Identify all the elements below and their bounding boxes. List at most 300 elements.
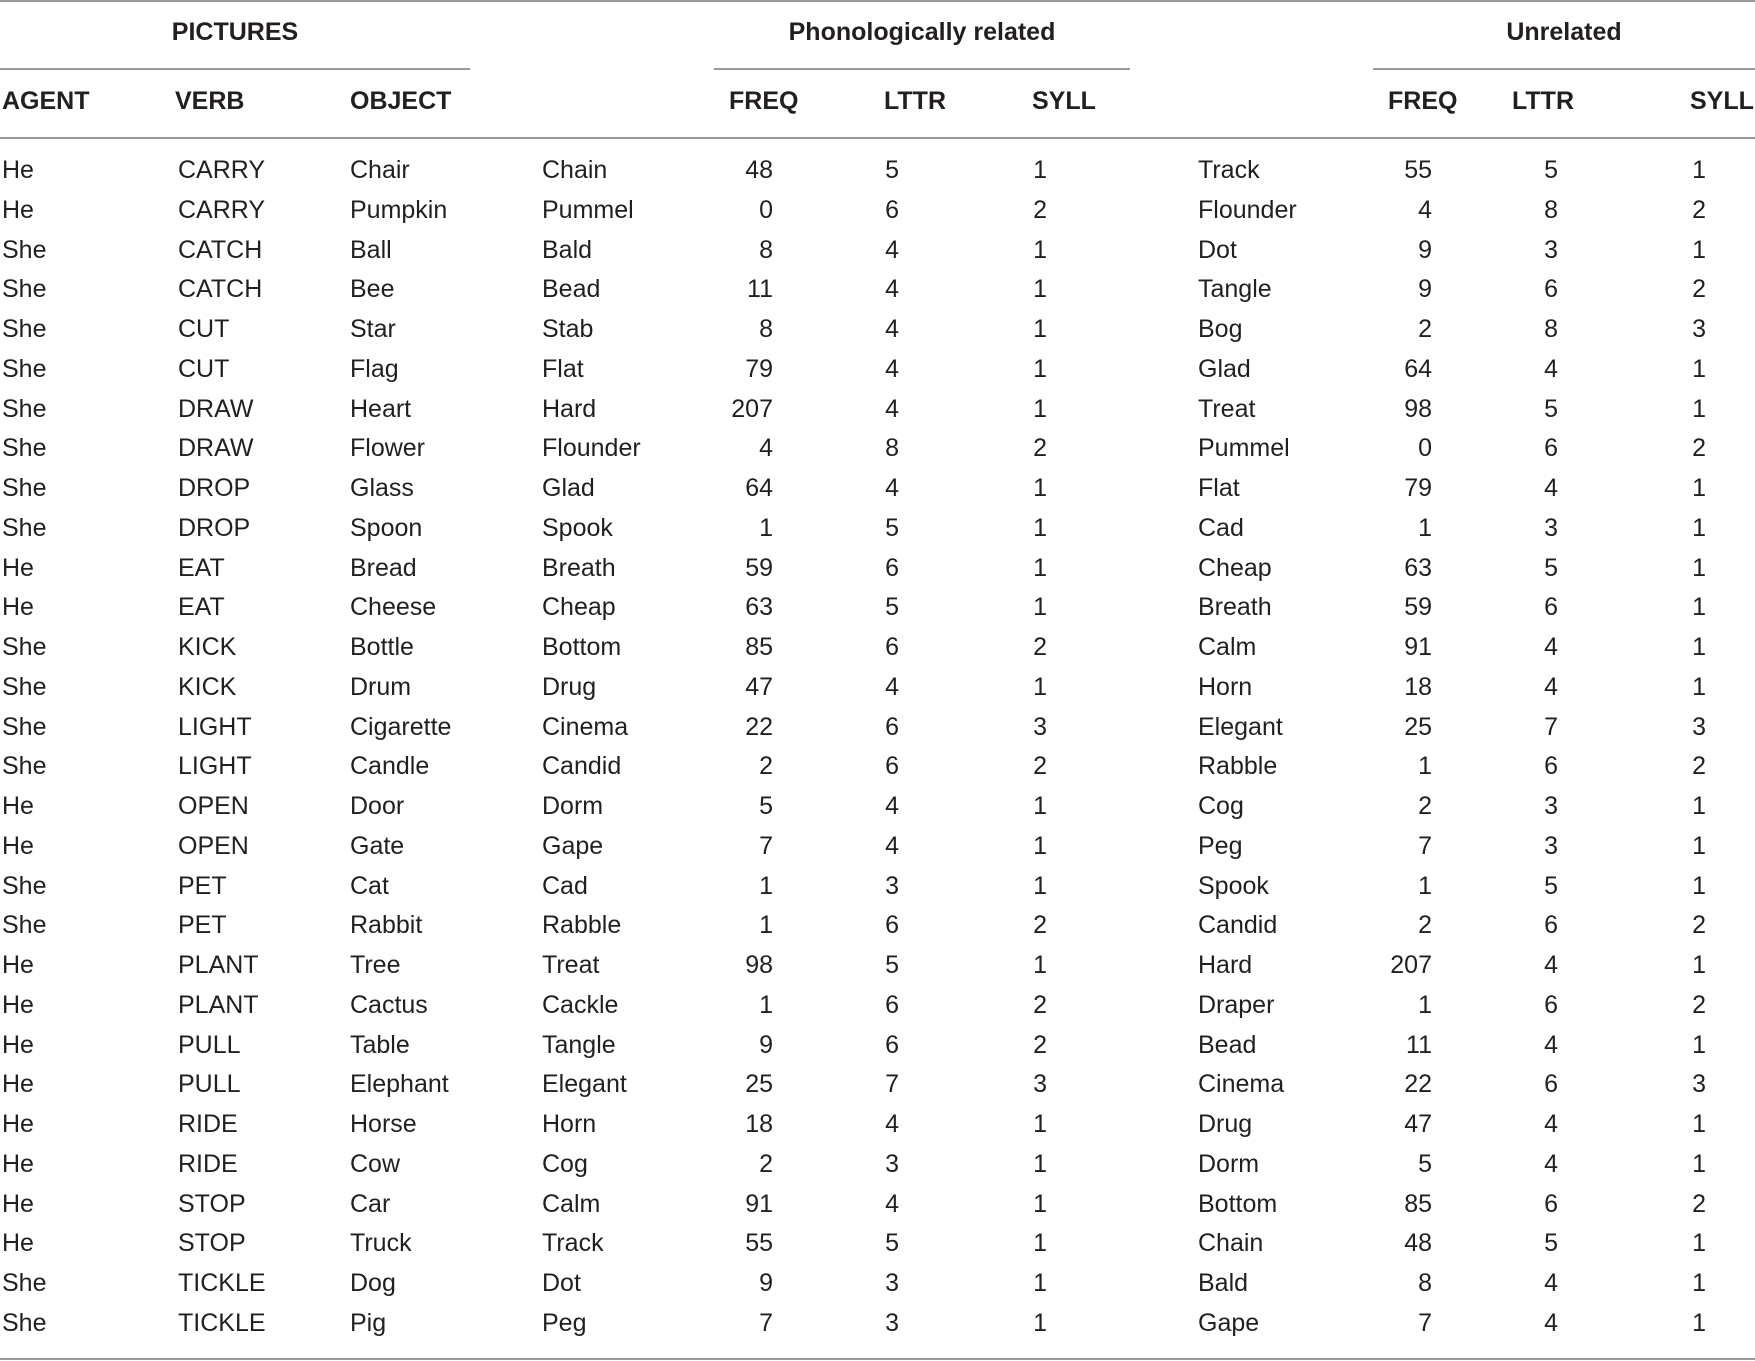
cell-related-freq: 1 [759, 872, 773, 900]
cell-unrelated-syll: 1 [1692, 1110, 1706, 1138]
cell-object: Dog [350, 1269, 396, 1297]
cell-related-syll: 1 [1033, 1269, 1047, 1297]
col-header-syll-unrelated: SYLL [1690, 87, 1754, 115]
cell-unrelated-freq: 2 [1418, 911, 1432, 939]
cell-object: Tree [350, 951, 401, 979]
cell-unrelated-freq: 1 [1418, 752, 1432, 780]
cell-related-syll: 2 [1033, 434, 1047, 462]
cell-unrelated-lttr: 5 [1544, 872, 1558, 900]
cell-unrelated-word: Flounder [1198, 196, 1297, 224]
cell-related-freq: 2 [759, 752, 773, 780]
cell-unrelated-word: Candid [1198, 911, 1278, 939]
cell-related-freq: 1 [759, 911, 773, 939]
cell-agent: He [2, 951, 34, 979]
cell-related-freq: 5 [759, 792, 773, 820]
cell-related-syll: 1 [1033, 1190, 1047, 1218]
cell-related-freq: 85 [745, 633, 773, 661]
cell-unrelated-lttr: 4 [1544, 1309, 1558, 1337]
cell-object: Pumpkin [350, 196, 448, 224]
cell-unrelated-word: Bottom [1198, 1190, 1278, 1218]
cell-unrelated-syll: 1 [1692, 593, 1706, 621]
cell-agent: She [2, 673, 47, 701]
cell-object: Glass [350, 474, 414, 502]
cell-related-freq: 2 [759, 1150, 773, 1178]
cell-related-word: Candid [542, 752, 622, 780]
cell-unrelated-syll: 1 [1692, 951, 1706, 979]
cell-unrelated-word: Gape [1198, 1309, 1260, 1337]
cell-unrelated-freq: 8 [1418, 1269, 1432, 1297]
cell-unrelated-word: Drug [1198, 1110, 1253, 1138]
cell-unrelated-syll: 1 [1692, 792, 1706, 820]
col-header-freq-related: FREQ [729, 87, 799, 115]
cell-agent: He [2, 1190, 34, 1218]
cell-related-lttr: 4 [885, 792, 899, 820]
related-group-rule [714, 68, 1130, 70]
cell-related-lttr: 6 [885, 633, 899, 661]
cell-verb: CUT [178, 355, 230, 383]
cell-object: Star [350, 315, 396, 343]
cell-related-freq: 9 [759, 1269, 773, 1297]
cell-related-freq: 55 [745, 1229, 773, 1257]
cell-agent: She [2, 355, 47, 383]
cell-related-freq: 1 [759, 991, 773, 1019]
cell-related-word: Calm [542, 1190, 601, 1218]
cell-related-word: Bald [542, 236, 593, 264]
cell-unrelated-freq: 1 [1418, 872, 1432, 900]
cell-related-word: Drug [542, 673, 597, 701]
cell-related-word: Flat [542, 355, 584, 383]
cell-related-freq: 59 [745, 554, 773, 582]
cell-unrelated-freq: 0 [1418, 434, 1432, 462]
cell-unrelated-word: Bead [1198, 1031, 1257, 1059]
cell-related-lttr: 4 [885, 1190, 899, 1218]
cell-agent: She [2, 1269, 47, 1297]
cell-unrelated-word: Spook [1198, 872, 1269, 900]
cell-unrelated-lttr: 4 [1544, 673, 1558, 701]
cell-verb: KICK [178, 673, 237, 701]
cell-object: Bread [350, 554, 417, 582]
cell-unrelated-freq: 4 [1418, 196, 1432, 224]
cell-related-syll: 1 [1033, 792, 1047, 820]
cell-unrelated-syll: 1 [1692, 514, 1706, 542]
cell-unrelated-freq: 18 [1404, 673, 1432, 701]
cell-related-word: Horn [542, 1110, 597, 1138]
cell-unrelated-syll: 1 [1692, 1309, 1706, 1337]
cell-verb: PLANT [178, 951, 259, 979]
cell-related-freq: 7 [759, 832, 773, 860]
cell-unrelated-lttr: 4 [1544, 1031, 1558, 1059]
cell-verb: LIGHT [178, 713, 252, 741]
cell-related-syll: 1 [1033, 156, 1047, 184]
cell-agent: She [2, 911, 47, 939]
cell-object: Heart [350, 395, 412, 423]
cell-related-word: Hard [542, 395, 597, 423]
cell-related-lttr: 4 [885, 236, 899, 264]
cell-unrelated-syll: 1 [1692, 673, 1706, 701]
cell-related-freq: 7 [759, 1309, 773, 1337]
cell-unrelated-lttr: 7 [1544, 713, 1558, 741]
cell-related-lttr: 6 [885, 1031, 899, 1059]
cell-related-lttr: 5 [885, 593, 899, 621]
cell-object: Table [350, 1031, 410, 1059]
cell-related-lttr: 3 [885, 1269, 899, 1297]
cell-unrelated-syll: 1 [1692, 1269, 1706, 1297]
cell-unrelated-lttr: 6 [1544, 911, 1558, 939]
cell-object: Chair [350, 156, 410, 184]
cell-unrelated-freq: 7 [1418, 1309, 1432, 1337]
cell-unrelated-freq: 2 [1418, 792, 1432, 820]
cell-related-syll: 1 [1033, 514, 1047, 542]
cell-related-freq: 64 [745, 474, 773, 502]
bottom-rule [0, 1358, 1755, 1360]
cell-agent: She [2, 434, 47, 462]
cell-unrelated-lttr: 8 [1544, 196, 1558, 224]
cell-related-word: Treat [542, 951, 600, 979]
cell-unrelated-lttr: 6 [1544, 1070, 1558, 1098]
cell-unrelated-freq: 85 [1404, 1190, 1432, 1218]
cell-unrelated-syll: 1 [1692, 1229, 1706, 1257]
cell-unrelated-syll: 2 [1692, 1190, 1706, 1218]
cell-related-word: Breath [542, 554, 616, 582]
cell-unrelated-word: Bog [1198, 315, 1243, 343]
cell-unrelated-lttr: 4 [1544, 633, 1558, 661]
cell-unrelated-freq: 98 [1404, 395, 1432, 423]
cell-verb: KICK [178, 633, 237, 661]
cell-unrelated-word: Bald [1198, 1269, 1249, 1297]
cell-unrelated-word: Cheap [1198, 554, 1272, 582]
cell-object: Bottle [350, 633, 414, 661]
cell-related-freq: 47 [745, 673, 773, 701]
cell-verb: DROP [178, 514, 251, 542]
cell-object: Flower [350, 434, 426, 462]
cell-unrelated-freq: 1 [1418, 991, 1432, 1019]
cell-related-syll: 1 [1033, 1309, 1047, 1337]
cell-unrelated-lttr: 6 [1544, 991, 1558, 1019]
cell-unrelated-freq: 63 [1404, 554, 1432, 582]
cell-related-syll: 2 [1033, 752, 1047, 780]
cell-agent: He [2, 196, 34, 224]
cell-unrelated-freq: 207 [1390, 951, 1432, 979]
cell-related-syll: 1 [1033, 951, 1047, 979]
cell-unrelated-syll: 2 [1692, 991, 1706, 1019]
cell-object: Bee [350, 275, 395, 303]
cell-object: Truck [350, 1229, 412, 1257]
cell-unrelated-word: Elegant [1198, 713, 1283, 741]
cell-object: Cat [350, 872, 389, 900]
cell-related-word: Glad [542, 474, 595, 502]
cell-unrelated-syll: 1 [1692, 156, 1706, 184]
cell-unrelated-freq: 9 [1418, 236, 1432, 264]
header-rule [0, 137, 1755, 139]
col-header-agent: AGENT [2, 87, 90, 115]
cell-unrelated-syll: 2 [1692, 434, 1706, 462]
cell-related-freq: 1 [759, 514, 773, 542]
cell-unrelated-lttr: 3 [1544, 514, 1558, 542]
cell-agent: He [2, 1150, 34, 1178]
cell-verb: LIGHT [178, 752, 252, 780]
cell-verb: PET [178, 872, 227, 900]
group-header-pictures: PICTURES [171, 18, 299, 46]
cell-object: Rabbit [350, 911, 423, 939]
cell-unrelated-syll: 1 [1692, 474, 1706, 502]
cell-object: Candle [350, 752, 430, 780]
cell-unrelated-word: Cinema [1198, 1070, 1285, 1098]
cell-object: Cow [350, 1150, 401, 1178]
cell-object: Door [350, 792, 405, 820]
cell-related-syll: 1 [1033, 872, 1047, 900]
cell-agent: She [2, 236, 47, 264]
cell-related-syll: 1 [1033, 474, 1047, 502]
cell-unrelated-syll: 1 [1692, 355, 1706, 383]
cell-related-word: Peg [542, 1309, 587, 1337]
cell-related-syll: 2 [1033, 911, 1047, 939]
cell-unrelated-freq: 91 [1404, 633, 1432, 661]
cell-related-freq: 79 [745, 355, 773, 383]
cell-related-syll: 1 [1033, 315, 1047, 343]
cell-agent: She [2, 752, 47, 780]
cell-unrelated-freq: 64 [1404, 355, 1432, 383]
cell-verb: PLANT [178, 991, 259, 1019]
cell-unrelated-word: Horn [1198, 673, 1253, 701]
col-header-lttr-unrelated: LTTR [1512, 87, 1575, 115]
cell-unrelated-word: Hard [1198, 951, 1253, 979]
cell-unrelated-syll: 1 [1692, 395, 1706, 423]
cell-unrelated-lttr: 5 [1544, 156, 1558, 184]
cell-unrelated-lttr: 3 [1544, 236, 1558, 264]
cell-unrelated-freq: 22 [1404, 1070, 1432, 1098]
cell-agent: She [2, 514, 47, 542]
cell-agent: He [2, 1070, 34, 1098]
cell-related-lttr: 6 [885, 554, 899, 582]
cell-unrelated-word: Breath [1198, 593, 1272, 621]
cell-verb: CATCH [178, 236, 263, 264]
cell-unrelated-lttr: 8 [1544, 315, 1558, 343]
cell-related-word: Chain [542, 156, 608, 184]
cell-related-lttr: 8 [885, 434, 899, 462]
cell-related-freq: 207 [731, 395, 773, 423]
cell-related-word: Cinema [542, 713, 629, 741]
cell-unrelated-lttr: 4 [1544, 1269, 1558, 1297]
cell-unrelated-lttr: 4 [1544, 1150, 1558, 1178]
cell-agent: She [2, 275, 47, 303]
cell-related-lttr: 3 [885, 1150, 899, 1178]
cell-agent: She [2, 713, 47, 741]
cell-unrelated-lttr: 4 [1544, 474, 1558, 502]
cell-object: Ball [350, 236, 392, 264]
cell-verb: OPEN [178, 832, 249, 860]
col-header-lttr-related: LTTR [884, 87, 947, 115]
cell-related-freq: 98 [745, 951, 773, 979]
cell-unrelated-syll: 1 [1692, 633, 1706, 661]
cell-related-freq: 4 [759, 434, 773, 462]
cell-object: Cheese [350, 593, 437, 621]
cell-related-word: Tangle [542, 1031, 616, 1059]
cell-unrelated-lttr: 5 [1544, 554, 1558, 582]
cell-unrelated-syll: 3 [1692, 1070, 1706, 1098]
cell-related-word: Cheap [542, 593, 616, 621]
cell-verb: TICKLE [178, 1269, 266, 1297]
cell-related-lttr: 6 [885, 991, 899, 1019]
cell-related-syll: 1 [1033, 275, 1047, 303]
cell-unrelated-lttr: 6 [1544, 434, 1558, 462]
col-header-verb: VERB [175, 87, 245, 115]
cell-related-word: Pummel [542, 196, 634, 224]
cell-agent: She [2, 474, 47, 502]
cell-related-lttr: 5 [885, 156, 899, 184]
cell-verb: CATCH [178, 275, 263, 303]
cell-unrelated-freq: 2 [1418, 315, 1432, 343]
cell-verb: STOP [178, 1229, 246, 1257]
cell-related-syll: 1 [1033, 1229, 1047, 1257]
cell-unrelated-freq: 7 [1418, 832, 1432, 860]
cell-agent: She [2, 1309, 47, 1337]
cell-related-syll: 1 [1033, 1150, 1047, 1178]
cell-agent: He [2, 991, 34, 1019]
cell-agent: He [2, 792, 34, 820]
cell-agent: She [2, 315, 47, 343]
cell-related-lttr: 7 [885, 1070, 899, 1098]
cell-verb: STOP [178, 1190, 246, 1218]
top-rule [0, 0, 1755, 2]
cell-object: Spoon [350, 514, 423, 542]
cell-unrelated-freq: 48 [1404, 1229, 1432, 1257]
cell-object: Elephant [350, 1070, 449, 1098]
cell-related-syll: 2 [1033, 991, 1047, 1019]
cell-related-lttr: 6 [885, 752, 899, 780]
cell-unrelated-syll: 2 [1692, 752, 1706, 780]
cell-unrelated-word: Dot [1198, 236, 1237, 264]
cell-related-word: Flounder [542, 434, 641, 462]
cell-unrelated-syll: 1 [1692, 554, 1706, 582]
cell-unrelated-word: Cad [1198, 514, 1244, 542]
group-header-related: Phonologically related [788, 18, 1056, 46]
cell-related-word: Cog [542, 1150, 588, 1178]
cell-related-freq: 91 [745, 1190, 773, 1218]
cell-unrelated-syll: 1 [1692, 1031, 1706, 1059]
cell-related-word: Bottom [542, 633, 622, 661]
cell-related-word: Dorm [542, 792, 604, 820]
cell-verb: RIDE [178, 1110, 238, 1138]
cell-unrelated-syll: 1 [1692, 832, 1706, 860]
cell-verb: CARRY [178, 196, 266, 224]
cell-verb: DRAW [178, 434, 254, 462]
cell-verb: RIDE [178, 1150, 238, 1178]
cell-related-syll: 2 [1033, 1031, 1047, 1059]
cell-related-freq: 25 [745, 1070, 773, 1098]
cell-unrelated-word: Treat [1198, 395, 1256, 423]
cell-related-lttr: 4 [885, 673, 899, 701]
cell-related-syll: 2 [1033, 196, 1047, 224]
cell-related-word: Elegant [542, 1070, 627, 1098]
cell-verb: DRAW [178, 395, 254, 423]
col-header-object: OBJECT [350, 87, 452, 115]
cell-unrelated-word: Cog [1198, 792, 1244, 820]
cell-verb: EAT [178, 554, 225, 582]
cell-unrelated-freq: 79 [1404, 474, 1432, 502]
cell-related-lttr: 4 [885, 832, 899, 860]
cell-related-word: Cad [542, 872, 588, 900]
cell-unrelated-syll: 2 [1692, 911, 1706, 939]
cell-object: Cigarette [350, 713, 452, 741]
cell-related-freq: 11 [747, 275, 773, 303]
col-header-syll-related: SYLL [1032, 87, 1096, 115]
cell-related-lttr: 6 [885, 196, 899, 224]
cell-unrelated-lttr: 4 [1544, 951, 1558, 979]
cell-related-syll: 1 [1033, 1110, 1047, 1138]
cell-unrelated-freq: 5 [1418, 1150, 1432, 1178]
cell-object: Cactus [350, 991, 428, 1019]
cell-unrelated-lttr: 4 [1544, 1110, 1558, 1138]
cell-related-lttr: 4 [885, 395, 899, 423]
cell-related-syll: 1 [1033, 554, 1047, 582]
cell-object: Horse [350, 1110, 417, 1138]
cell-related-word: Track [542, 1229, 604, 1257]
cell-related-syll: 1 [1033, 832, 1047, 860]
cell-related-lttr: 6 [885, 911, 899, 939]
cell-agent: He [2, 832, 34, 860]
cell-related-syll: 2 [1033, 633, 1047, 661]
cell-related-syll: 1 [1033, 593, 1047, 621]
cell-related-syll: 1 [1033, 395, 1047, 423]
cell-related-syll: 1 [1033, 673, 1047, 701]
cell-unrelated-lttr: 5 [1544, 395, 1558, 423]
cell-object: Pig [350, 1309, 387, 1337]
cell-unrelated-freq: 11 [1406, 1031, 1432, 1059]
cell-unrelated-word: Rabble [1198, 752, 1278, 780]
cell-unrelated-syll: 2 [1692, 196, 1706, 224]
cell-unrelated-syll: 2 [1692, 275, 1706, 303]
cell-unrelated-word: Tangle [1198, 275, 1272, 303]
unrelated-group-rule [1373, 68, 1755, 70]
cell-unrelated-syll: 1 [1692, 236, 1706, 264]
cell-object: Gate [350, 832, 405, 860]
cell-unrelated-lttr: 4 [1544, 355, 1558, 383]
cell-related-word: Gape [542, 832, 604, 860]
cell-verb: PULL [178, 1031, 241, 1059]
cell-unrelated-word: Pummel [1198, 434, 1290, 462]
cell-unrelated-lttr: 6 [1544, 593, 1558, 621]
cell-unrelated-syll: 3 [1692, 315, 1706, 343]
cell-related-word: Stab [542, 315, 594, 343]
cell-unrelated-lttr: 6 [1544, 275, 1558, 303]
cell-related-lttr: 5 [885, 1229, 899, 1257]
cell-related-word: Rabble [542, 911, 622, 939]
cell-verb: EAT [178, 593, 225, 621]
cell-agent: He [2, 1110, 34, 1138]
cell-unrelated-word: Chain [1198, 1229, 1264, 1257]
cell-agent: She [2, 633, 47, 661]
cell-verb: DROP [178, 474, 251, 502]
cell-agent: She [2, 395, 47, 423]
cell-related-lttr: 4 [885, 1110, 899, 1138]
cell-related-lttr: 5 [885, 514, 899, 542]
cell-related-lttr: 3 [885, 1309, 899, 1337]
cell-agent: He [2, 1031, 34, 1059]
cell-unrelated-freq: 1 [1418, 514, 1432, 542]
cell-unrelated-word: Track [1198, 156, 1260, 184]
cell-unrelated-freq: 47 [1404, 1110, 1432, 1138]
cell-verb: PULL [178, 1070, 241, 1098]
cell-verb: CARRY [178, 156, 266, 184]
cell-agent: He [2, 554, 34, 582]
cell-related-freq: 8 [759, 236, 773, 264]
cell-unrelated-syll: 1 [1692, 1150, 1706, 1178]
cell-related-lttr: 6 [885, 713, 899, 741]
cell-related-word: Spook [542, 514, 613, 542]
cell-related-freq: 0 [759, 196, 773, 224]
cell-unrelated-lttr: 5 [1544, 1229, 1558, 1257]
cell-related-lttr: 4 [885, 355, 899, 383]
